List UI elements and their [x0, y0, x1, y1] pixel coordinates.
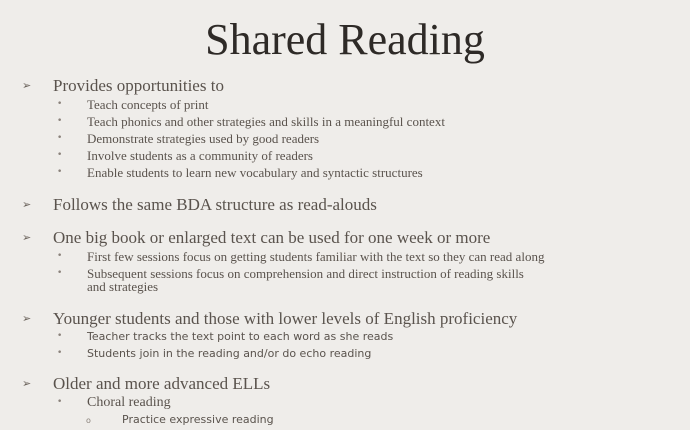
sub-bullet: Teacher tracks the text point to each word as she reads — [87, 330, 394, 343]
dot-bullet-icon: • — [57, 251, 63, 261]
sub-bullet: Teach phonics and other strategies and skills in a meaningful context — [87, 114, 445, 129]
arrow-bullet-icon: ➢ — [22, 231, 32, 244]
sub-bullet: Students join in the reading and/or do echo reading — [87, 347, 372, 360]
dot-bullet-icon: • — [57, 99, 63, 109]
arrow-bullet-icon: ➢ — [22, 377, 32, 390]
sub-bullet: Teach concepts of print — [87, 97, 209, 112]
bullet-older-students: Older and more advanced ELLs — [53, 374, 271, 393]
sub-bullet: Subsequent sessions focus on comprehension and direct instruction of reading skills — [87, 266, 524, 281]
dot-bullet-icon: • — [57, 348, 63, 358]
dot-bullet-icon: • — [57, 167, 63, 177]
dot-bullet-icon: • — [57, 268, 63, 278]
sub-bullet: First few sessions focus on getting students familiar with the text so they can read along — [87, 249, 545, 264]
sub-bullet: Enable students to learn new vocabulary and syntactic structures — [87, 165, 423, 180]
circle-bullet-icon: o — [86, 416, 91, 425]
arrow-bullet-icon: ➢ — [22, 198, 32, 211]
bullet-provides-opportunities: Provides opportunities to — [53, 76, 224, 95]
dot-bullet-icon: • — [57, 331, 63, 341]
arrow-bullet-icon: ➢ — [22, 79, 32, 92]
arrow-bullet-icon: ➢ — [22, 312, 32, 325]
sub-bullet: Choral reading — [87, 395, 171, 410]
bullet-bda-structure: Follows the same BDA structure as read-alouds — [53, 195, 377, 214]
bullet-big-book: One big book or enlarged text can be used for one week or more — [53, 228, 491, 247]
sub-bullet: Involve students as a community of readers — [87, 148, 313, 163]
sub-bullet: Demonstrate strategies used by good readers — [87, 131, 320, 146]
sub-sub-bullet: Practice expressive reading — [122, 413, 274, 426]
bullet-younger-students: Younger students and those with lower levels of English proficiency — [53, 309, 518, 328]
dot-bullet-icon: • — [57, 397, 63, 407]
slide-title: Shared Reading — [205, 15, 485, 64]
dot-bullet-icon: • — [57, 116, 63, 126]
dot-bullet-icon: • — [57, 150, 63, 160]
sub-bullet-continuation: and strategies — [87, 279, 159, 294]
dot-bullet-icon: • — [57, 133, 63, 143]
